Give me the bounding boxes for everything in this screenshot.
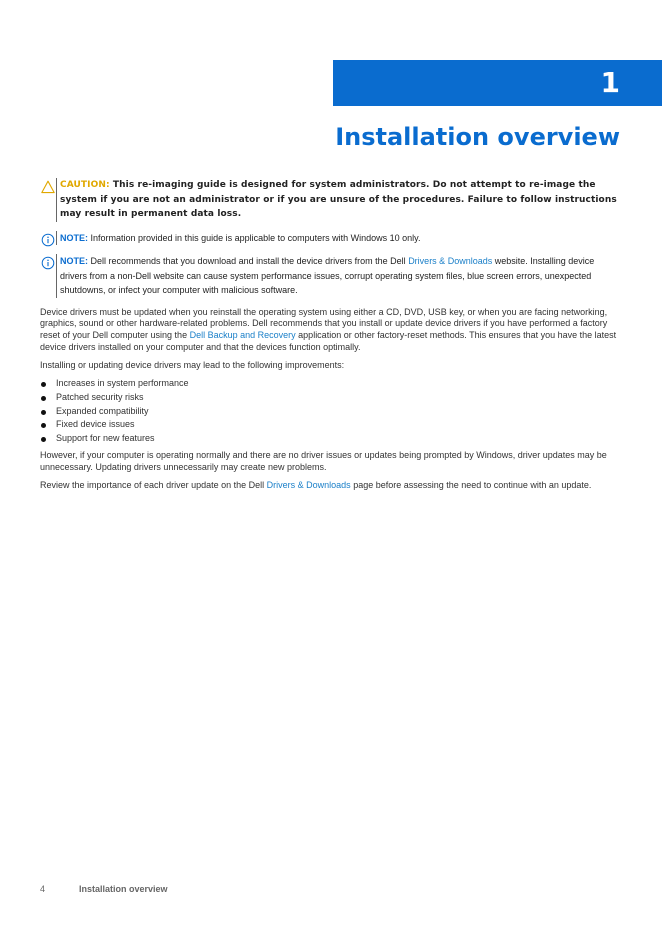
drivers-downloads-link[interactable]: Drivers & Downloads <box>408 256 493 266</box>
list-item <box>40 391 620 405</box>
caution-notice <box>40 178 620 222</box>
page-number: 4 <box>40 884 46 894</box>
list-item-text: Fixed device issues <box>56 419 135 430</box>
improvements-intro: Installing or updating device drivers may lead to the following improvements: <box>40 359 345 370</box>
paragraph-text: application or other factory-reset methods. This ensures that you have the latest device drivers installed on your computer and that the devices function optimally. <box>40 330 617 352</box>
bullet-icon <box>41 423 46 428</box>
footer-title: Installation overview <box>79 884 168 894</box>
note-paragraph <box>60 231 620 246</box>
note-windows-10 <box>40 231 620 246</box>
improvements-list <box>40 377 620 445</box>
list-item-text: Support for new features <box>56 432 155 443</box>
info-circle-icon <box>41 233 55 247</box>
caution-paragraph <box>60 178 620 222</box>
note-text-after: website. Installing device drivers from a non-Dell website can cause system performance issues, corrupt operating system files, blue screen errors, unexpected shutdowns, or infect your computer with malicious software. <box>60 256 595 295</box>
chapter-number: 1 <box>600 66 620 99</box>
bullet-icon <box>41 437 46 442</box>
notice-divider <box>56 231 57 246</box>
bullet-icon <box>41 396 46 401</box>
chapter-title: Installation overview <box>335 123 620 151</box>
bullet-icon <box>41 410 46 415</box>
main-content <box>40 178 620 498</box>
note-drivers <box>40 254 620 298</box>
bullet-icon <box>41 382 46 387</box>
list-item <box>40 418 620 432</box>
notice-divider <box>56 178 57 222</box>
list-item-text: Increases in system performance <box>56 378 189 389</box>
notice-divider <box>56 254 57 298</box>
list-item-text: Expanded compatibility <box>56 405 149 416</box>
device-drivers-paragraph <box>40 307 620 354</box>
caution-text: This re-imaging guide is designed for system administrators. Do not attempt to re-image the system if you are not an administrator or if you are unsure of the procedures. Failure to follow instructions may result in permanent data loss. <box>60 180 617 219</box>
paragraph-text: Device drivers must be updated when you reinstall the operating system using either a CD, DVD, USB key, or when you are facing networking, graphics, sound or other hardware-related problems. Dell recommends that you install or update device drivers if you have performed a factory reset of your Dell computer using the <box>40 306 608 341</box>
drivers-downloads-link[interactable]: Drivers & Downloads <box>266 480 351 491</box>
list-item <box>40 377 620 391</box>
note-text-before: Dell recommends that you download and install the device drivers from the Dell <box>90 256 406 266</box>
review-paragraph <box>40 480 620 492</box>
paragraph-text: page before assessing the need to continue with an update. <box>353 480 592 491</box>
list-item <box>40 432 620 446</box>
paragraph-text: Review the importance of each driver update on the Dell <box>40 480 265 491</box>
list-item <box>40 405 620 419</box>
note-label: NOTE: <box>60 256 88 266</box>
list-item-text: Patched security risks <box>56 392 144 403</box>
note-text: Information provided in this guide is applicable to computers with Windows 10 only. <box>90 232 421 243</box>
note-paragraph <box>60 254 620 298</box>
dell-backup-recovery-link[interactable]: Dell Backup and Recovery <box>189 330 296 341</box>
warning-triangle-icon <box>41 180 55 194</box>
chapter-banner <box>333 60 662 106</box>
normal-operation-paragraph: However, if your computer is operating normally and there are no driver issues or updates being prompted by Windows, driver updates may be unnecessary. Updating drivers unnecessarily may create new problems. <box>40 450 607 473</box>
caution-label: CAUTION: <box>60 180 110 190</box>
info-circle-icon <box>41 256 55 270</box>
note-label: NOTE: <box>60 232 88 243</box>
